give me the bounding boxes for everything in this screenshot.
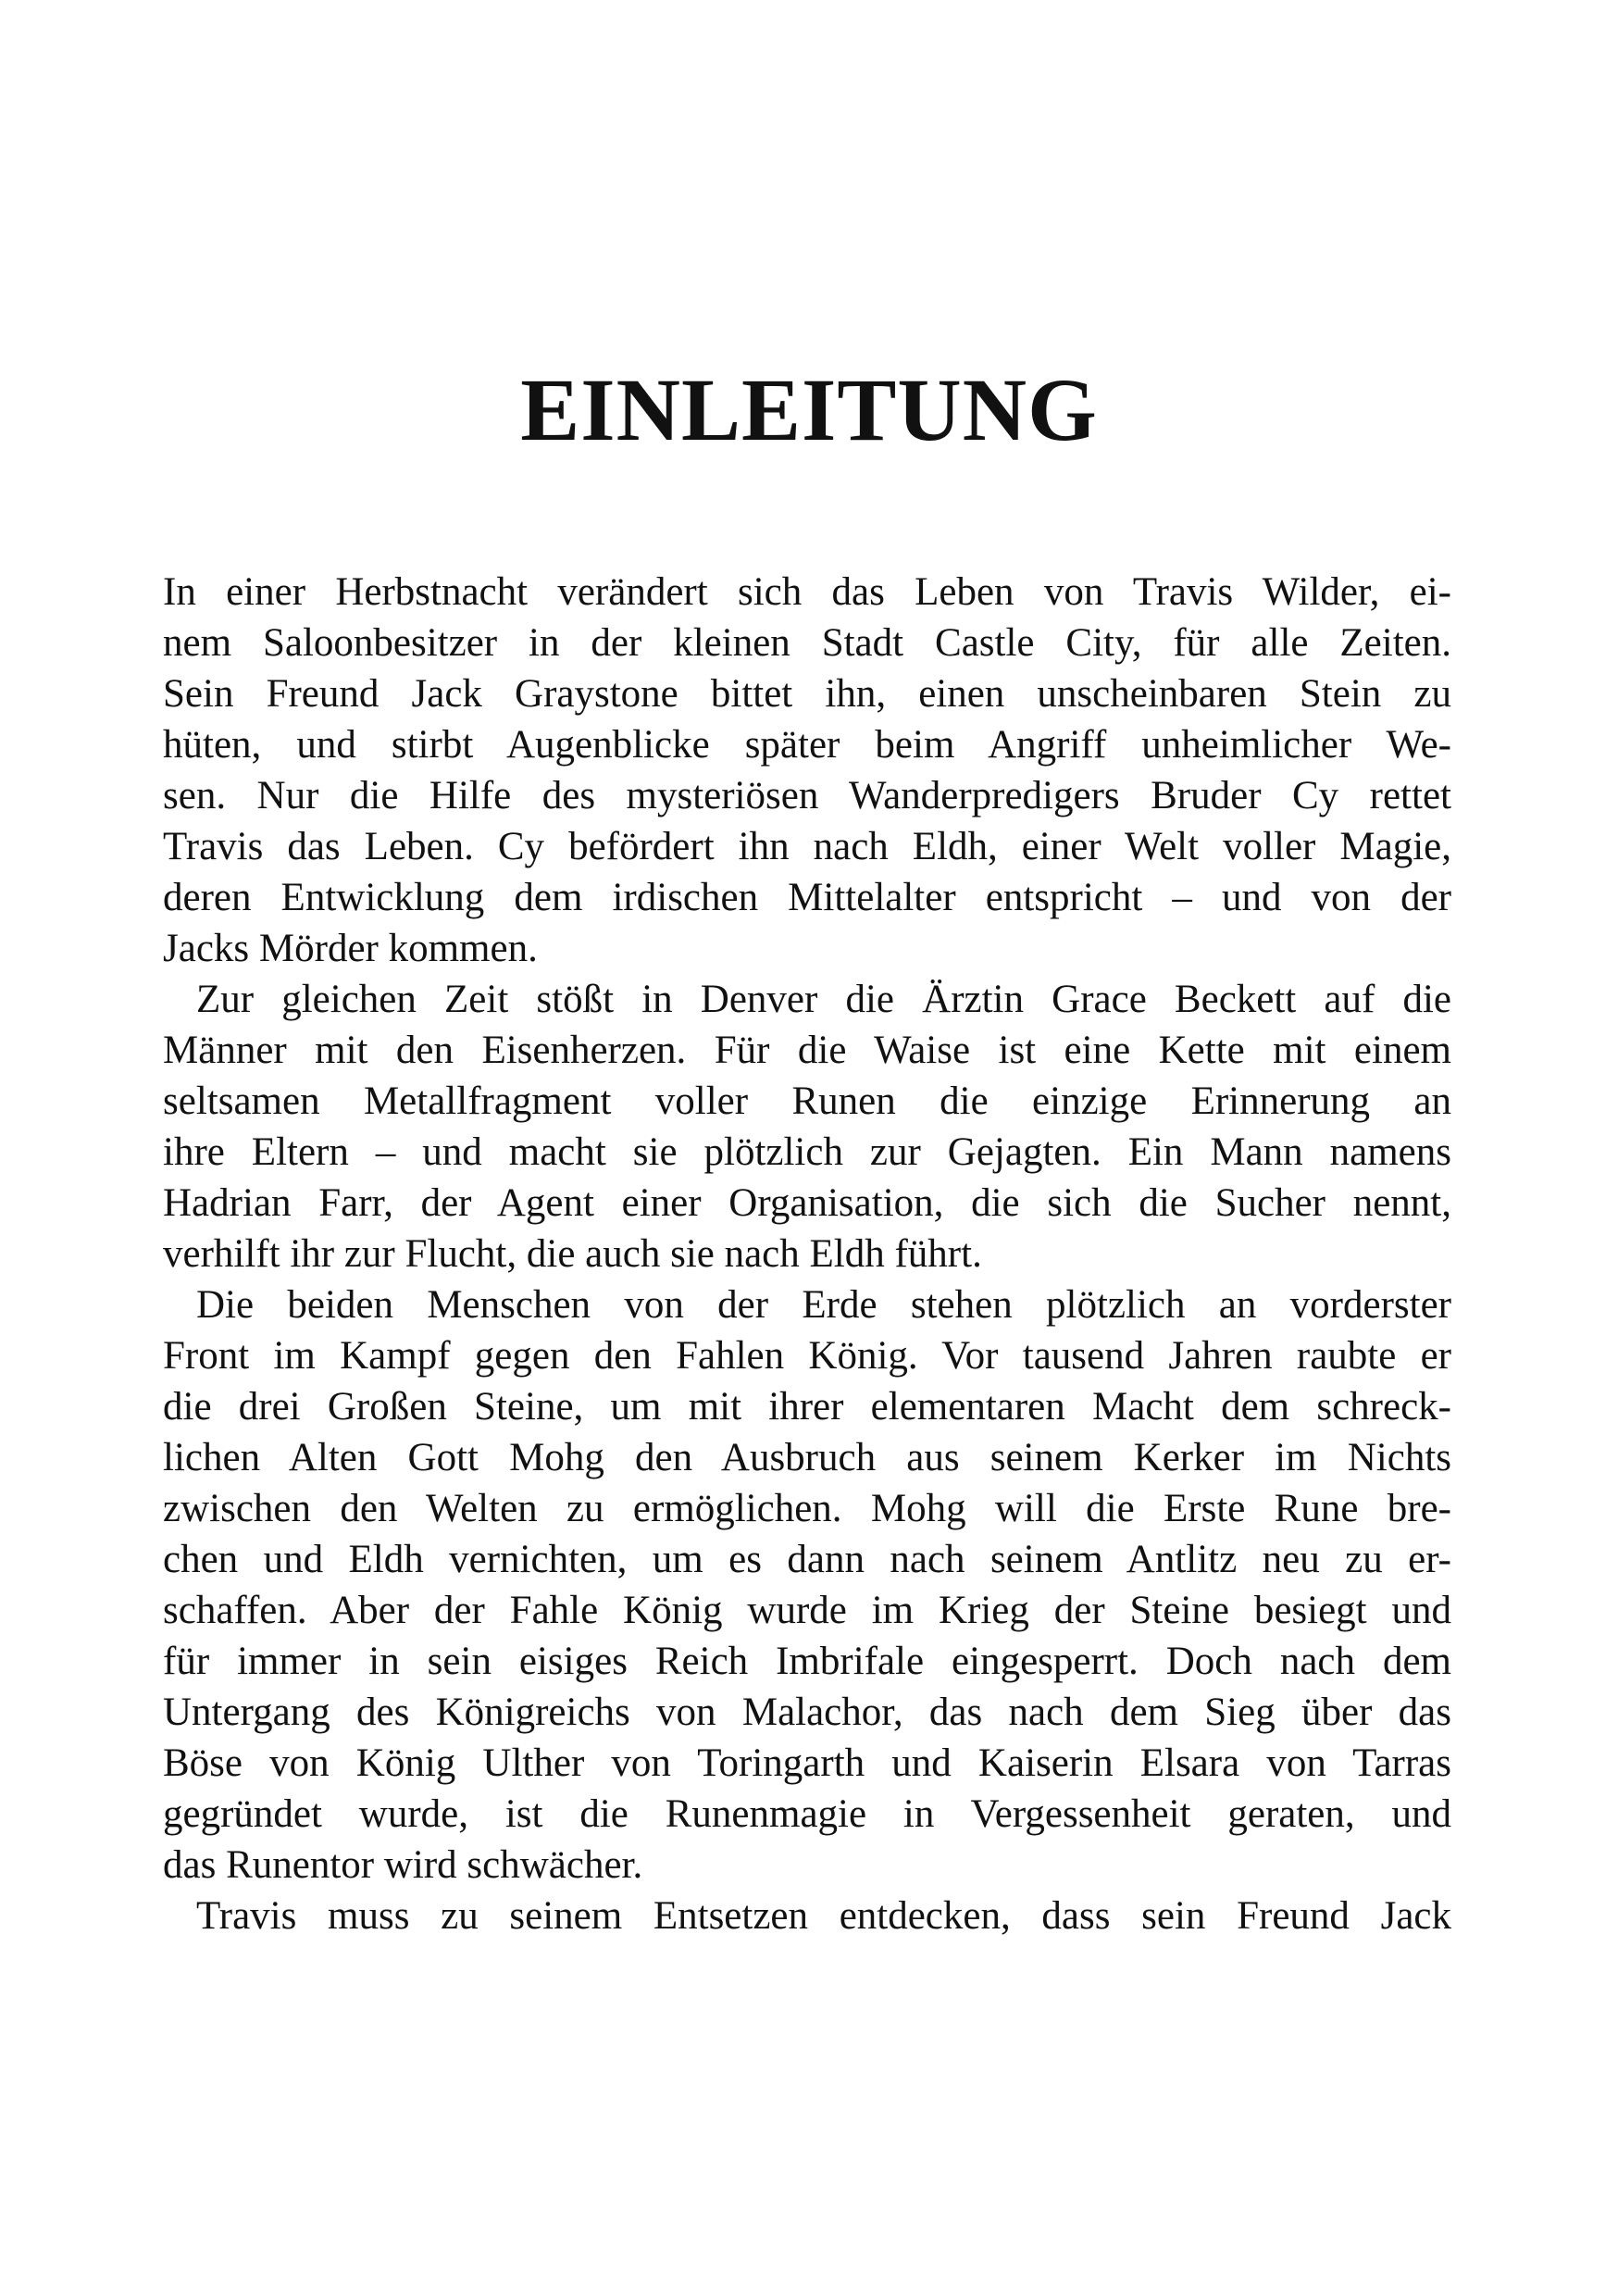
text-line: Hadrian Farr, der Agent einer Organisation, die sich die Sucher nennt, — [163, 1181, 1451, 1225]
body-text — [163, 567, 1451, 1941]
text-line: In einer Herbstnacht verändert sich das Leben von Travis Wilder, ei- — [163, 570, 1451, 614]
text-line: Sein Freund Jack Graystone bittet ihn, einen unscheinbaren Stein zu — [163, 672, 1451, 716]
text-line: das Runentor wird schwächer. — [163, 1843, 643, 1887]
text-line: ihre Eltern – und macht sie plötzlich zur Gejagten. Ein Mann namens — [163, 1130, 1451, 1174]
paragraph-2 — [163, 974, 1451, 1279]
chapter-title: EINLEITUNG — [520, 360, 1098, 459]
paragraph-4 — [163, 1890, 1451, 1941]
text-line: Travis muss zu seinem Entsetzen entdecken, dass sein Freund Jack — [196, 1894, 1451, 1938]
text-line: seltsamen Metallfragment voller Runen die einzige Erinnerung an — [163, 1079, 1451, 1123]
text-line: chen und Eldh vernichten, um es dann nach seinem Antlitz neu zu er- — [163, 1538, 1451, 1581]
text-line: zwischen den Welten zu ermöglichen. Mohg will die Erste Rune bre- — [163, 1487, 1451, 1530]
text-line: die drei Großen Steine, um mit ihrer elementaren Macht dem schreck- — [163, 1385, 1451, 1429]
paragraph-3 — [163, 1279, 1451, 1890]
text-line: Front im Kampf gegen den Fahlen König. Vor tausend Jahren raubte er — [163, 1334, 1451, 1378]
text-line: Untergang des Königreichs von Malachor, das nach dem Sieg über das — [163, 1691, 1451, 1734]
text-line: Die beiden Menschen von der Erde stehen plötzlich an vorderster — [196, 1283, 1451, 1327]
text-line: Jacks Mörder kommen. — [163, 927, 538, 970]
paragraph-1 — [163, 567, 1451, 974]
text-line: verhilft ihr zur Flucht, die auch sie nach Eldh führt. — [163, 1232, 982, 1276]
text-line: gegründet wurde, ist die Runenmagie in Vergessenheit geraten, und — [163, 1792, 1451, 1836]
text-line: deren Entwicklung dem irdischen Mittelalter entspricht – und von der — [163, 876, 1451, 919]
text-line: Zur gleichen Zeit stößt in Denver die Ärztin Grace Beckett auf die — [196, 978, 1451, 1021]
text-line: hüten, und stirbt Augenblicke später beim Angriff unheimlicher We- — [163, 723, 1451, 767]
text-line: Travis das Leben. Cy befördert ihn nach Eldh, einer Welt voller Magie, — [163, 825, 1451, 868]
text-line: sen. Nur die Hilfe des mysteriösen Wanderpredigers Bruder Cy rettet — [163, 774, 1451, 817]
text-line: Böse von König Ulther von Toringarth und Kaiserin Elsara von Tarras — [163, 1741, 1451, 1785]
text-line: Männer mit den Eisenherzen. Für die Waise ist eine Kette mit einem — [163, 1029, 1451, 1072]
text-line: schaffen. Aber der Fahle König wurde im Krieg der Steine besiegt und — [163, 1589, 1451, 1632]
text-line: für immer in sein eisiges Reich Imbrifale eingesperrt. Doch nach dem — [163, 1640, 1451, 1683]
text-line: lichen Alten Gott Mohg den Ausbruch aus seinem Kerker im Nichts — [163, 1436, 1451, 1479]
text-line: nem Saloonbesitzer in der kleinen Stadt Castle City, für alle Zeiten. — [163, 621, 1451, 665]
